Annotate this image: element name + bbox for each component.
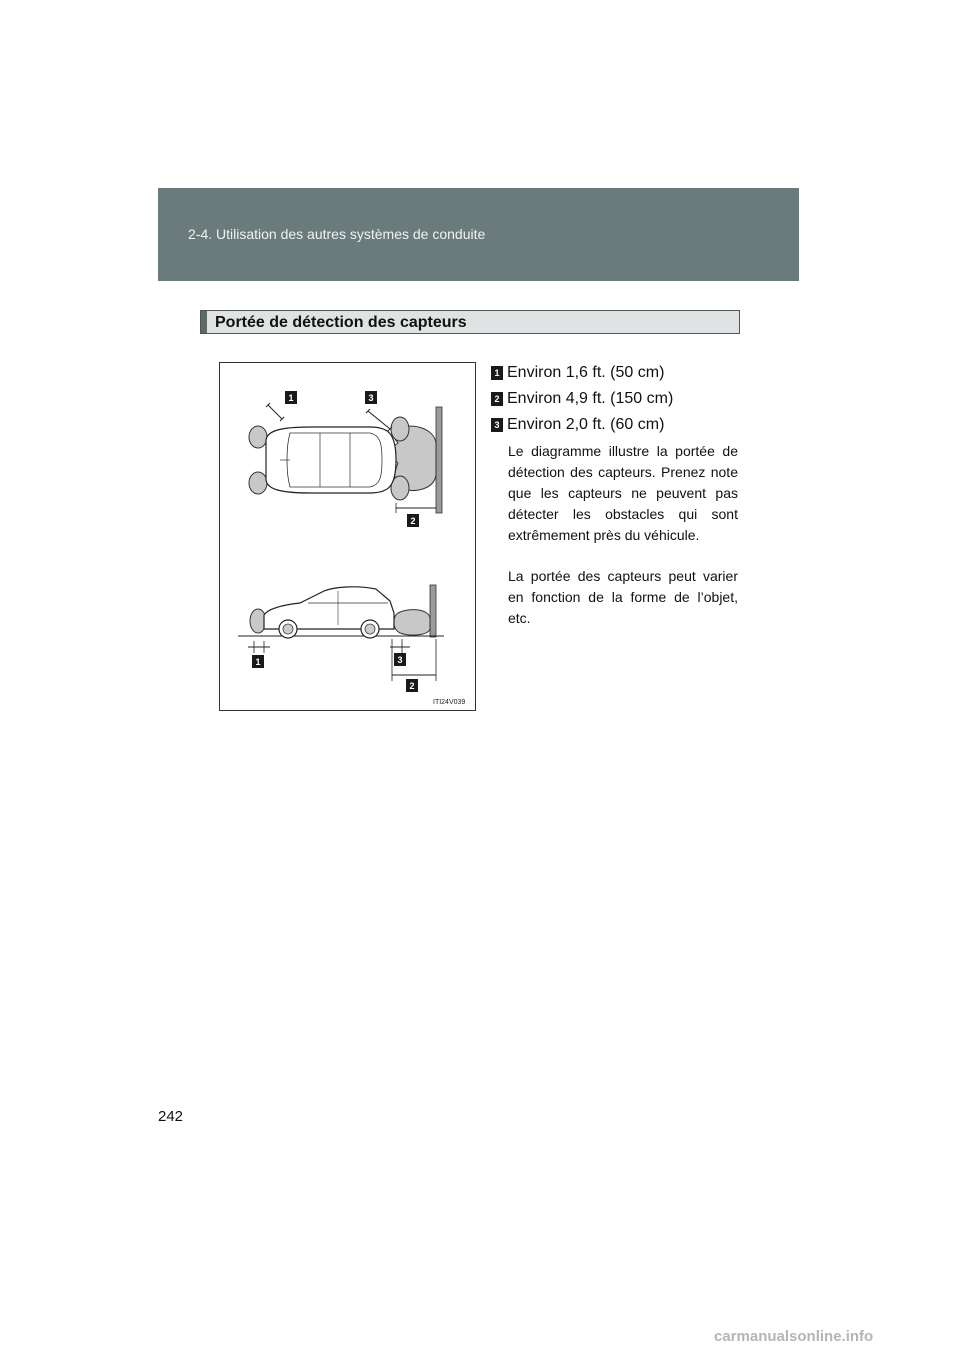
watermark: carmanualsonline.info (714, 1328, 874, 1345)
legend-item-3 (491, 412, 751, 438)
svg-text:1: 1 (255, 657, 261, 667)
chapter-header (158, 188, 799, 281)
sensor-diagram-svg (220, 363, 477, 712)
description-paragraph: Le diagramme illustre la portée de détection des capteurs. Prenez note que les capteurs ne peuvent pas détecter les obstacles qui sont extrêmement près du véhicule. (508, 443, 738, 543)
svg-text:1: 1 (288, 393, 294, 403)
legend-text: Environ 4,9 ft. (150 cm) (507, 390, 674, 407)
legend-item-1 (491, 360, 751, 386)
rear-corner-zone-left (391, 417, 409, 441)
section-heading (200, 310, 740, 334)
page-number: 242 (158, 1108, 184, 1125)
chapter-title: 2-4. Utilisation des autres systèmes de conduite (188, 226, 486, 242)
svg-text:2: 2 (409, 681, 415, 691)
number-badge: 3 (491, 418, 503, 432)
sensor-range-diagram (219, 362, 476, 711)
obstacle-wall-side (430, 585, 436, 637)
note-paragraph: La portée des capteurs peut varier en fonction de la forme de l’objet, etc. (508, 568, 738, 626)
svg-text:2: 2 (410, 516, 416, 526)
svg-text:3: 3 (368, 393, 374, 403)
section-accent (201, 311, 207, 333)
front-corner-zone-right (249, 472, 267, 494)
legend-text: Environ 1,6 ft. (50 cm) (507, 364, 665, 381)
range-legend (491, 360, 751, 438)
rear-sensor-zone-side (394, 610, 430, 635)
svg-text:3: 3 (397, 655, 403, 665)
front-corner-zone-left (249, 426, 267, 448)
number-badge: 1 (491, 366, 503, 380)
obstacle-wall-top (436, 407, 442, 513)
legend-text: Environ 2,0 ft. (60 cm) (507, 416, 665, 433)
figure-code: ITI24V039 (433, 699, 466, 706)
legend-item-2 (491, 386, 751, 412)
number-badge: 2 (491, 392, 503, 406)
section-title: Portée de détection des capteurs (215, 314, 467, 331)
